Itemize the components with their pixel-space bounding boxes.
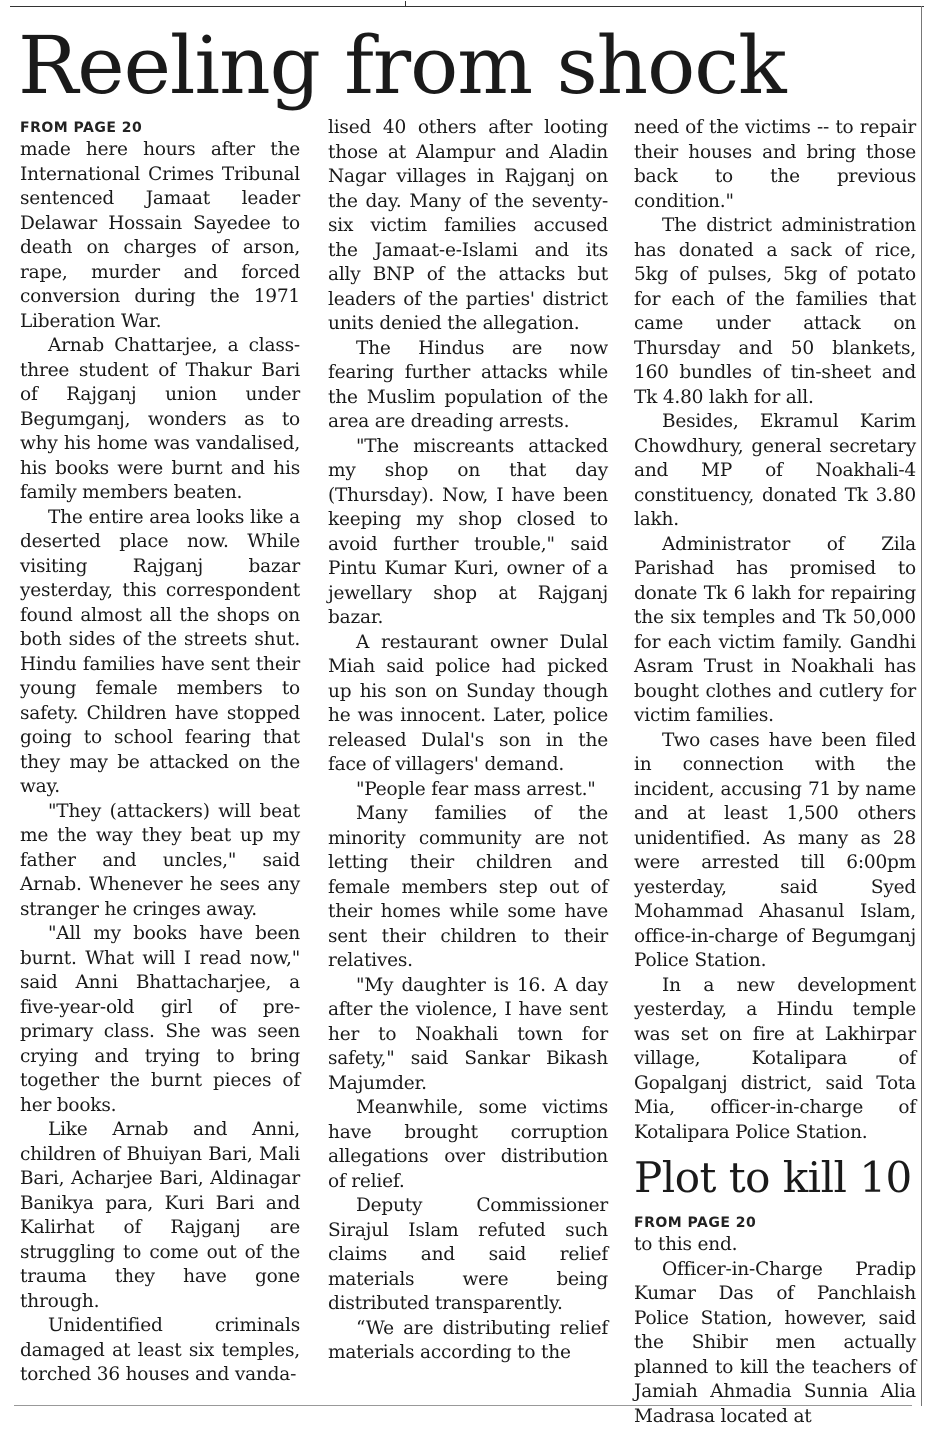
- paragraph: "The miscreants attacked my shop on that day (Thursday). Now, I have been keeping my shop closed to avoid further trouble," said Pintu Kumar Kuri, owner of a jewellary shop at Rajganj bazar.: [328, 435, 608, 631]
- paragraph: Officer-in-Charge Pradip Kumar Das of Panchlaish Police Station, however, said the Shibir men actually planned to kill the teachers of Jamiah Ahmadia Sunnia Alia Madrasa located at: [634, 1258, 916, 1429]
- second-story-headline: Plot to kill 10: [634, 1153, 916, 1203]
- article-column-2: [328, 116, 608, 1402]
- paragraph: In a new development yesterday, a Hindu temple was set on fire at Lakhirpar village, Kotalipara of Gopalganj district, said Tota Mia, officer-in-charge of Kotalipara Police Station.: [634, 974, 916, 1146]
- paragraph: The entire area looks like a deserted place now. While visiting Rajganj bazar yesterday, this correspondent found almost all the shops on both sides of the streets shut. Hindu families have sent their young female members to safety. Children have stopped going to school fearing that they may be attacked on the way.: [20, 506, 300, 800]
- second-story-kicker: FROM PAGE 20: [634, 1213, 916, 1233]
- story-kicker: FROM PAGE 20: [20, 118, 300, 138]
- paragraph: Besides, Ekramul Karim Chowdhury, general secretary and MP of Noakhali-4 constituency, donated Tk 3.80 lakh.: [634, 410, 916, 533]
- paragraph: “We are distributing relief materials according to the: [328, 1317, 608, 1366]
- paragraph: Administrator of Zila Parishad has promised to donate Tk 6 lakh for repairing the six temples and Tk 50,000 for each victim family. Gandhi Asram Trust in Noakhali has bought clothes and cutlery for victim families.: [634, 533, 916, 729]
- paragraph: "All my books have been burnt. What will I read now," said Anni Bhattacharjee, a five-year-old girl of pre-primary class. She was seen crying and trying to bring together the burnt pieces of her books.: [20, 922, 300, 1118]
- paragraph: The district administration has donated a sack of rice, 5kg of pulses, 5kg of potato for each of the families that came under attack on Thursday and 50 blankets, 160 bundles of tin-sheet and Tk 4.80 lakh for all.: [634, 214, 916, 410]
- paragraph: "My daughter is 16. A day after the violence, I have sent her to Noakhali town for safety," said Sankar Bikash Majumder.: [328, 974, 608, 1097]
- story-headline: Reeling from shock: [18, 18, 786, 114]
- paragraph: Arnab Chattarjee, a class-three student of Thakur Bari of Rajganj union under Begumganj, wonders as to why his home was vandalised, his books were burnt and his family members beaten.: [20, 334, 300, 506]
- paragraph: Two cases have been filed in connection with the incident, accusing 71 by name and at least 1,500 others unidentified. As many as 28 were arrested till 6:00pm yesterday, said Syed Mohammad Ahasanul Islam, office-in-charge of Begumganj Police Station.: [634, 729, 916, 974]
- paragraph: Meanwhile, some victims have brought corruption allegations over distribution of relief.: [328, 1096, 608, 1194]
- paragraph: made here hours after the International Crimes Tribunal sentenced Jamaat leader Delawar Hossain Sayedee to death on charges of arson, rape, murder and forced conversion during the 1971 Liberation War.: [20, 138, 300, 334]
- paragraph: Deputy Commissioner Sirajul Islam refuted such claims and said relief materials were being distributed transparently.: [328, 1194, 608, 1317]
- right-rule: [921, 6, 922, 1406]
- paragraph: lised 40 others after looting those at Alampur and Aladin Nagar villages in Rajganj on the day. Many of the seventy-six victim families accused the Jamaat-e-Islami and its ally BNP of the attacks but leaders of the parties' district units denied the allegation.: [328, 116, 608, 337]
- top-rule: [10, 6, 924, 7]
- paragraph: need of the victims -- to repair their houses and bring those back to the previous condition.": [634, 116, 916, 214]
- paragraph: Unidentified criminals damaged at least six temples, torched 36 houses and vanda-: [20, 1314, 300, 1388]
- paragraph: The Hindus are now fearing further attacks while the Muslim population of the area are dreading arrests.: [328, 337, 608, 435]
- article-column-3: [634, 116, 916, 1402]
- article-column-1: [20, 116, 300, 1402]
- paragraph: to this end.: [634, 1233, 916, 1258]
- paragraph: Many families of the minority community are not letting their children and female members step out of their homes while some have sent their children to their relatives.: [328, 802, 608, 974]
- paragraph: "They (attackers) will beat me the way they beat up my father and uncles," said Arnab. Whenever he sees any stranger he cringes away.: [20, 800, 300, 923]
- paragraph: "People fear mass arrest.": [328, 778, 608, 803]
- rule-tick: [405, 1, 406, 6]
- paragraph: A restaurant owner Dulal Miah said police had picked up his son on Sunday though he was innocent. Later, police released Dulal's son in the face of villagers' demand.: [328, 631, 608, 778]
- paragraph: Like Arnab and Anni, children of Bhuiyan Bari, Mali Bari, Acharjee Bari, Aldinagar Banikya para, Kuri Bari and Kalirhat of Rajganj are struggling to come out of the trauma they have gone through.: [20, 1118, 300, 1314]
